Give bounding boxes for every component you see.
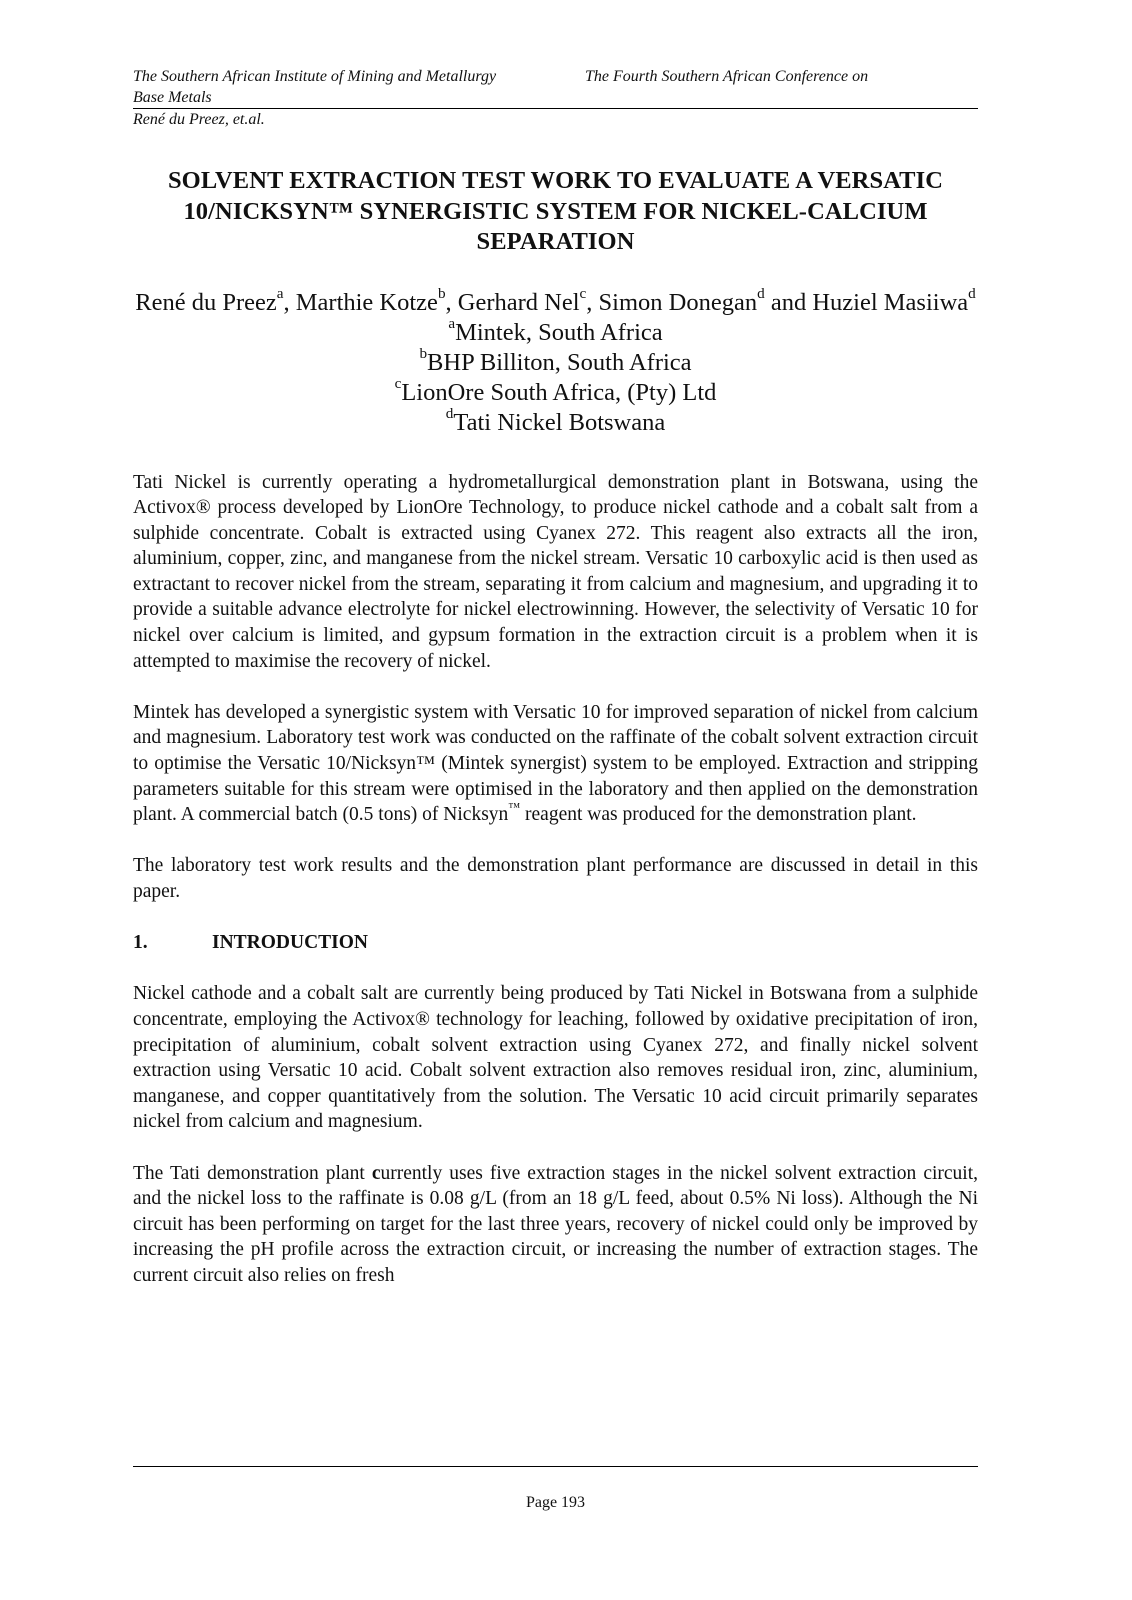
affiliation-text: LionOre South Africa, (Pty) Ltd: [401, 378, 717, 406]
section-number: 1.: [133, 932, 148, 954]
affiliation-sup: b: [419, 345, 428, 363]
author-separator: ,: [586, 288, 599, 316]
author-name: Gerhard Nel: [457, 288, 580, 316]
author-name: Marthie Kotze: [295, 288, 438, 316]
affiliation-list: [133, 315, 978, 438]
affiliation: [133, 315, 978, 348]
abstract-paragraph: [133, 700, 978, 828]
author-sup: b: [437, 285, 446, 303]
page-number: Page 193: [525, 1494, 586, 1511]
author-name: Huziel Masiiwa: [812, 288, 969, 316]
affiliation-text: Mintek, South Africa: [455, 318, 663, 346]
author-sup: d: [968, 285, 976, 303]
body-paragraph: Nickel cathode and a cobalt salt are currently being produced by Tati Nickel in Botswana from a sulphide concentrate, employing the Activox® technology for leaching, followed by oxidative precipitation of iron, precipitation of aluminium, cobalt solvent extraction using Cyanex 272, and finally nickel solvent extraction using Versatic 10 acid. Cobalt solvent extraction also removes residual iron, zinc, aluminium, manganese, and copper quantitatively from the solution. The Versatic 10 acid circuit primarily separates nickel from calcium and magnesium.: [133, 983, 978, 1133]
body-text: urrently uses five extraction stages in the nickel solvent extraction circuit, and the nickel loss to the raffinate is 0.08 g/L (from an 18 g/L feed, about 0.5% Ni loss). Although the Ni circuit has been performing on target for the last three years, recovery of nickel could only be improved by increasing the pH profile across the extraction circuit, or increasing the number of extraction stages. The current circuit also relies on fresh: [133, 1162, 978, 1286]
author-sup: d: [757, 285, 765, 303]
author-sup: c: [579, 285, 587, 303]
abstract-paragraph: Tati Nickel is currently operating a hydrometallurgical demonstration plant in Botswana, using the Activox® process developed by LionOre Technology, to produce nickel cathode and a cobalt salt from a sulphide concentrate. Cobalt is extracted using Cyanex 272. This reagent also extracts all the iron, aluminium, copper, zinc, and manganese from the nickel stream. Versatic 10 carboxylic acid is then used as extractant to recover nickel from the stream, separating it from calcium and magnesium, and upgrading it to provide a suitable advance electrolyte for nickel electrowinning. However, the selectivity of Versatic 10 for nickel over calcium is limited, and gypsum formation in the extraction circuit is a problem when it is attempted to maximise the recovery of nickel.: [133, 471, 978, 672]
body-paragraph: [133, 1161, 978, 1289]
trademark-sup: ™: [508, 799, 521, 814]
header-author: René du Preez, et.al.: [133, 111, 265, 128]
body-bold-text: c: [371, 1162, 381, 1184]
affiliation-sup: c: [394, 375, 402, 393]
abstract-paragraph: The laboratory test work results and the demonstration plant performance are discussed in detail in this paper.: [133, 855, 978, 902]
title-line: 10/NICKSYN™ SYNERGISTIC SYSTEM FOR NICKEL-CALCIUM: [183, 197, 928, 225]
section-body: [133, 981, 978, 1288]
author-sup: a: [276, 285, 284, 303]
affiliation-sup: a: [448, 315, 456, 333]
paper-page: [133, 66, 978, 1289]
title-line: SEPARATION: [476, 228, 635, 255]
affiliation-text: Tati Nickel Botswana: [453, 408, 666, 436]
abstract-text: Mintek has developed a synergistic system with Versatic 10 for improved separation of nickel from calcium and magnesium. Laboratory test work was conducted on the raffinate of the cobalt solvent extraction circuit to optimise the Versatic 10/Nicksyn™ (Mintek synergist) system to be employed. Extraction and stripping parameters suitable for this stream were optimised in the laboratory and then applied on the demonstration plant. A commercial batch (0.5 tons) of Nicksyn: [133, 701, 978, 826]
title-line: SOLVENT EXTRACTION TEST WORK TO EVALUATE A VERSATIC: [167, 167, 944, 194]
paper-title: [133, 166, 978, 258]
affiliation: [133, 375, 978, 408]
affiliation: [133, 345, 978, 378]
author-separator: and: [764, 288, 813, 316]
affiliation: [133, 405, 978, 438]
footer-rule: [133, 1466, 978, 1467]
affiliation-sup: d: [445, 405, 454, 423]
abstract-text: reagent was produced for the demonstration plant.: [520, 804, 917, 826]
running-header: [133, 66, 978, 130]
body-text: The Tati demonstration plant: [133, 1162, 372, 1184]
header-conference-cont: Base Metals: [133, 87, 978, 109]
header-conference: The Fourth Southern African Conference on: [585, 68, 869, 85]
author-name: Simon Donegan: [598, 288, 758, 316]
affiliation-text: BHP Billiton, South Africa: [427, 348, 692, 376]
section-title: INTRODUCTION: [212, 932, 369, 954]
author-list: [133, 285, 978, 318]
header-institute: The Southern African Institute of Mining and Metallurgy: [133, 68, 497, 85]
author-separator: ,: [445, 288, 458, 316]
section-heading: [133, 930, 978, 956]
abstract: [133, 470, 978, 905]
author-name: René du Preez: [135, 288, 277, 316]
author-separator: ,: [283, 288, 296, 316]
